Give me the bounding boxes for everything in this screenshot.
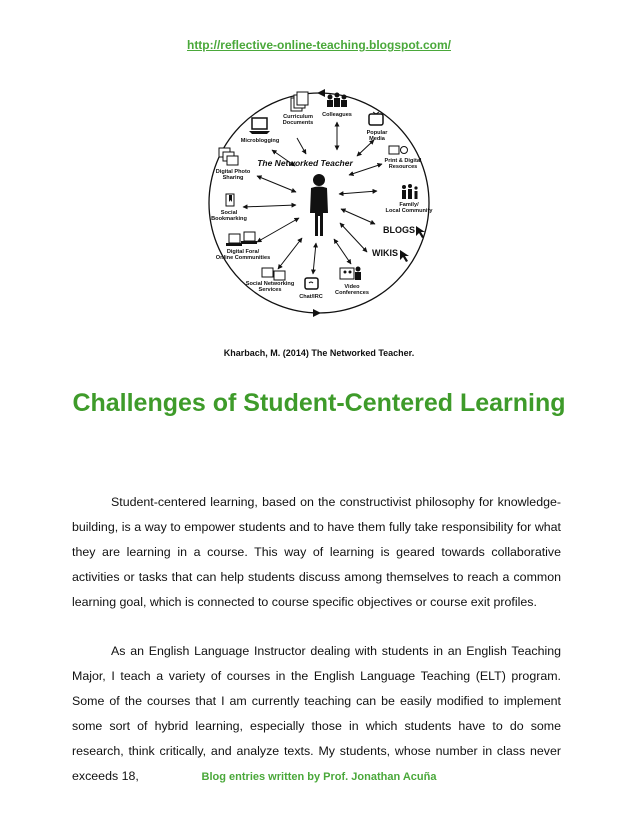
chat-icon <box>305 278 318 289</box>
node-label-digital-photo: Digital Photo Sharing <box>215 169 251 181</box>
cycle-arrow-top <box>317 89 325 97</box>
cycle-arrow-bottom <box>313 309 321 317</box>
center-title: The Networked Teacher <box>257 158 353 168</box>
node-label-digital-fora: Digital Fora/ Online Communities <box>215 249 271 261</box>
networked-teacher-diagram <box>199 78 439 328</box>
print-digital-icon <box>389 146 408 154</box>
photo-sharing-icon <box>219 148 238 165</box>
node-label-blogs: BLOGS <box>382 225 416 235</box>
laptop-icon <box>249 118 270 134</box>
cursor-icon-2 <box>400 250 409 262</box>
node-label-wikis: WIKIS <box>372 248 398 258</box>
figure-caption: Kharbach, M. (2014) The Networked Teacher. <box>223 348 415 358</box>
body-paragraph-2: As an English Language Instructor dealing with students in an English Teaching Major, I teach a variety of courses in the English Language Teaching (ELT) program. Some of the courses that I am currently teaching can be easily modified to implement some sort of hybrid learning, especially those in which students have to do some research, think critically, and analyze texts. My students, whose number in class never exceeds 18, <box>72 644 561 783</box>
colleagues-icon <box>327 93 347 108</box>
node-label-family: Family/ Local Community <box>385 202 433 214</box>
teacher-figure-icon <box>310 174 328 236</box>
page-footer: Blog entries written by Prof. Jonathan Acuña <box>201 771 437 783</box>
node-label-microblogging: Microblogging <box>240 138 280 144</box>
family-icon <box>402 184 418 199</box>
documents-icon <box>291 92 308 111</box>
node-label-social-networking: Social Networking Services <box>245 281 295 293</box>
node-label-social-bookmarking: Social Bookmarking <box>211 210 247 222</box>
digital-fora-icon <box>226 232 257 246</box>
social-networking-icon <box>262 268 285 280</box>
video-conference-icon <box>340 267 361 281</box>
node-label-print-digital: Print & Digital Resources <box>384 158 422 170</box>
node-label-chat: Chat/IRC <box>299 294 323 300</box>
bookmark-icon <box>226 194 234 206</box>
node-label-popular-media: Popular Media <box>366 130 388 142</box>
header-url-link[interactable]: http://reflective-online-teaching.blogspot.com/ <box>186 38 451 52</box>
node-label-colleagues: Colleagues <box>322 112 352 118</box>
node-label-video: Video Conferences <box>335 284 369 296</box>
tv-icon <box>369 112 383 125</box>
body-paragraph-1: Student-centered learning, based on the constructivist philosophy for knowledge-building, is a way to empower students and to have them fully take responsibility for what they are learning in a course. This way of learning is geared towards collaborative activities or tasks that can help students discuss among themselves to reach a common learning goal, which is connected to course specific objectives or course exit profiles. <box>72 495 561 609</box>
page-title: Challenges of Student-Centered Learning <box>72 389 566 417</box>
node-label-curriculum: Curriculum Documents <box>282 114 314 126</box>
